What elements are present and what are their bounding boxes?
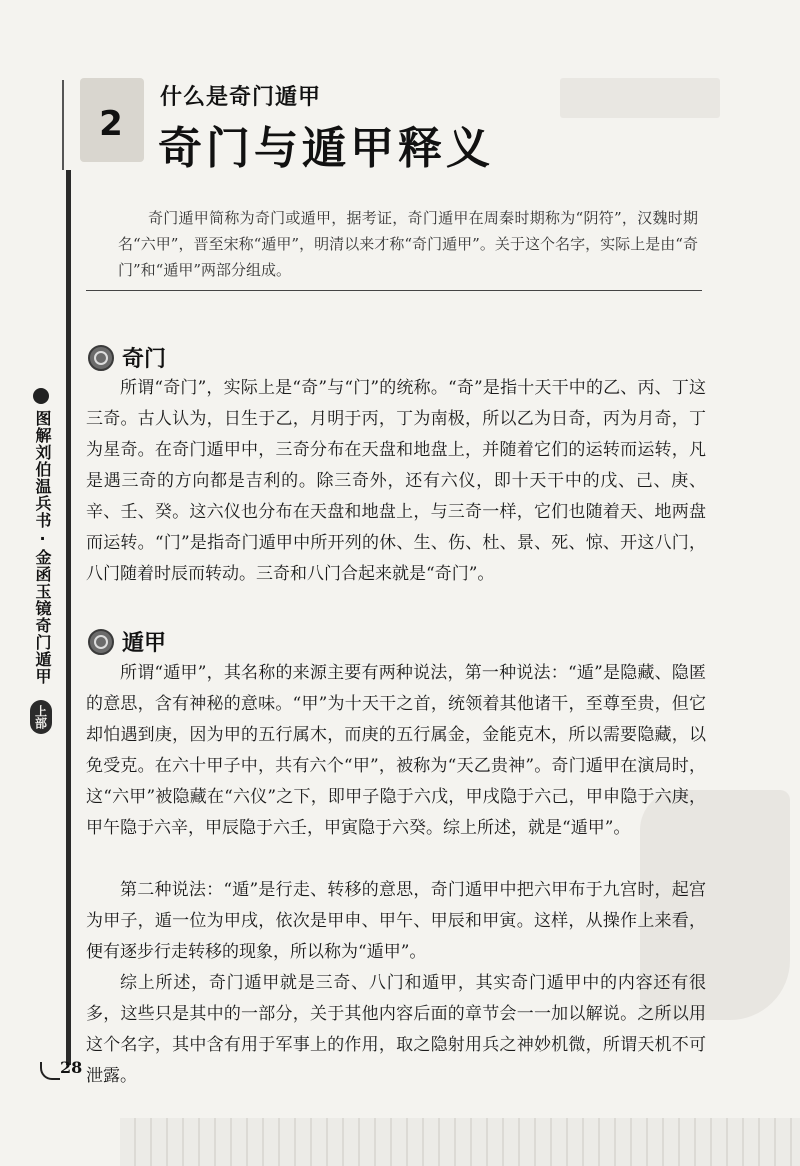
divider [62,80,64,170]
book-series-title: 图解刘伯温兵书·金函玉镜奇门遁甲 [33,410,52,685]
page-curl-icon [40,1062,60,1080]
section-heading-qimen [88,342,166,373]
body-paragraph: 综上所述，奇门遁甲就是三奇、八门和遁甲，其实奇门遁甲中的内容还有很多，这些只是其中的一部分，关于其他内容后面的章节会一一加以解说。之所以用这个名字，其中含有用于军事上的作用，取之隐射用兵之神妙机微，所谓天机不可泄露。 [86,973,706,1086]
yinyang-icon [33,388,49,404]
background-decoration [560,78,720,118]
chapter-number: 2 [99,104,123,144]
page-number: 28 [60,1058,83,1077]
divider [86,290,702,291]
side-rule [66,170,71,1065]
body-paragraph: 所谓“遁甲”，其名称的来源主要有两种说法，第一种说法：“遁”是隐藏、隐匿的意思，含有神秘的意味。“甲”为十天干之首，统领着其他诸干，至尊至贵，但它却怕遇到庚，因为甲的五行属木，而庚的五行属金，金能克木，所以需要隐藏，以免受克。在六十甲子中，共有六个“甲”，被称为“天乙贵神”。奇门遁甲在演局时，这“六甲”被隐藏在“六仪”之下，即甲子隐于六戊，甲戌隐于六己，甲申隐于六庚，甲午隐于六辛，甲辰隐于六壬，甲寅隐于六癸。综上所述，就是“遁甲”。 [86,663,706,838]
section-title: 奇门 [122,347,167,372]
page-title: 奇门与遁甲释义 [158,123,494,174]
section-heading-dunjia [88,626,166,657]
volume-badge: 上部 [30,700,52,734]
cloud-emblem-icon [88,345,114,371]
background-decoration [120,1118,800,1166]
section-title: 遁甲 [122,631,167,656]
intro-paragraph: 奇门遁甲简称为奇门或遁甲，据考证，奇门遁甲在周秦时期称为“阴符”，汉魏时期名“六甲”，晋至宋称“遁甲”，明清以来才称“奇门遁甲”。关于这个名字，实际上是由“奇门”和“遁甲”两部分组成。 [118,209,698,279]
body-paragraph: 所谓“奇门”，实际上是“奇”与“门”的统称。“奇”是指十天干中的乙、丙、丁这三奇。古人认为，日生于乙，月明于丙，丁为南极，所以乙为日奇，丙为月奇，丁为星奇。在奇门遁甲中，三奇分布在天盘和地盘上，并随着它们的运转而运转，凡是遇三奇的方向都是吉利的。除三奇外，还有六仪，即十天干中的戊、己、庚、辛、壬、癸。这六仪也分布在天盘和地盘上，与三奇一样，它们也随着天、地两盘而运转。“门”是指奇门遁甲中所开列的休、生、伤、杜、景、死、惊、开这八门，八门随着时辰而转动。三奇和八门合起来就是“奇门”。 [86,378,706,584]
cloud-emblem-icon [88,629,114,655]
chapter-supertitle: 什么是奇门遁甲 [160,85,322,110]
body-paragraph: 第二种说法：“遁”是行走、转移的意思，奇门遁甲中把六甲布于九宫时，起宫为甲子，遁一位为甲戌，依次是甲申、甲午、甲辰和甲寅。这样，从操作上来看，便有逐步行走转移的现象，所以称为“遁甲”。 [86,880,706,962]
